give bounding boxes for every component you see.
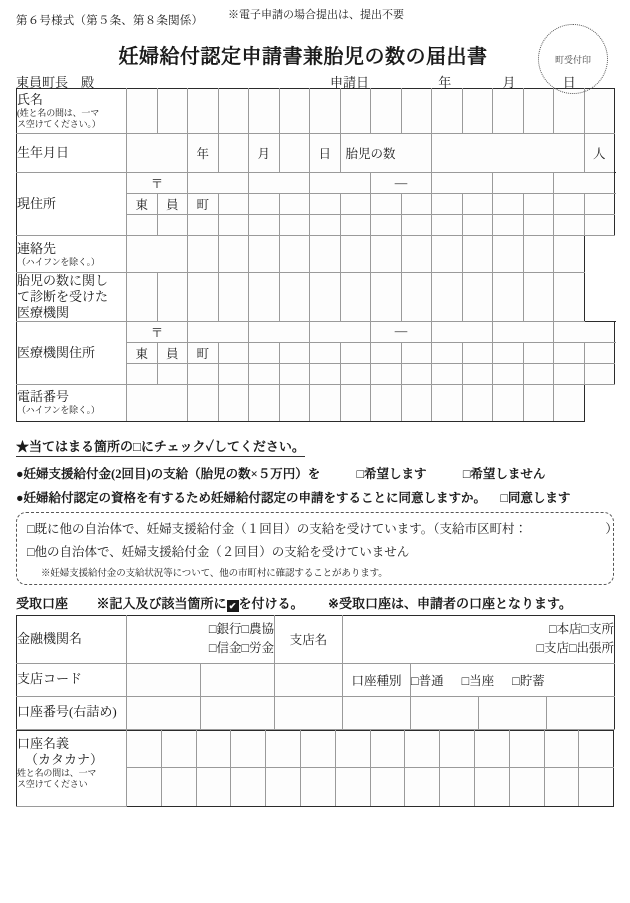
medical-institution-input-cell[interactable] xyxy=(340,273,371,322)
holder-kana-cell[interactable] xyxy=(335,730,370,767)
contact-label-cell xyxy=(17,236,127,273)
address-input-cell[interactable] xyxy=(462,194,493,215)
telephone-input-cell[interactable] xyxy=(127,384,188,421)
name-note-line2: ス空けてください。） xyxy=(17,118,101,129)
already-received-checkbox[interactable]: □既に他の自治体で、妊婦支援給付金（１回目）の支給を受けています。（支給市区町村： xyxy=(27,521,528,536)
table-row-account-number xyxy=(17,696,615,729)
holder-kana-cell[interactable] xyxy=(405,767,440,806)
medical-institution-input-cell[interactable] xyxy=(218,273,249,322)
fetus-count-input[interactable] xyxy=(432,134,585,173)
medical-institution-input-cell[interactable] xyxy=(554,273,585,322)
receipt-stamp-label: 町受付印 xyxy=(554,54,591,65)
postal-input-cell[interactable] xyxy=(554,173,615,194)
account-holder-note-1: 姓と名の間は、一マ xyxy=(17,768,97,779)
contact-input-cell[interactable] xyxy=(249,236,280,273)
table-row-contact xyxy=(17,236,615,273)
bank-section-header xyxy=(16,593,614,612)
account-number-input-cell[interactable] xyxy=(201,696,275,729)
account-type-options[interactable] xyxy=(411,663,615,696)
branch-code-label: 支店コード xyxy=(17,671,83,687)
medical-postal-dash: — xyxy=(371,321,432,342)
postal-input-cell[interactable] xyxy=(310,173,371,194)
holder-kana-cell[interactable] xyxy=(579,767,614,806)
account-number-input-cell[interactable] xyxy=(479,696,547,729)
contact-input-cell[interactable] xyxy=(310,236,341,273)
institution-type-opt-line1[interactable]: □銀行□農協 xyxy=(208,621,275,636)
address-input-cell[interactable] xyxy=(584,194,615,215)
medical-address-input-cell[interactable] xyxy=(340,363,371,384)
account-number-label: 口座番号(右詰め) xyxy=(17,704,117,720)
holder-kana-cell[interactable] xyxy=(231,730,266,767)
medical-town-char-1: 東 xyxy=(127,342,158,363)
postal-input-cell[interactable] xyxy=(188,173,249,194)
birth-day-unit: 日 xyxy=(310,134,341,173)
address-input-cell[interactable] xyxy=(401,194,432,215)
name-input-cell[interactable] xyxy=(188,89,219,134)
medical-institution-input-cell[interactable] xyxy=(249,273,280,322)
table-row-telephone xyxy=(17,384,615,421)
address-input-cell[interactable] xyxy=(218,194,249,215)
table-row-name xyxy=(17,89,615,134)
branch-type-opt-line1[interactable]: □本店□支所 xyxy=(548,621,615,636)
already-received-line xyxy=(27,519,618,537)
table-row-account-holder-1 xyxy=(17,730,614,767)
name-input-cell[interactable] xyxy=(340,89,371,134)
medical-address-input-cell[interactable] xyxy=(310,363,341,384)
birthdate-label-cell xyxy=(17,134,127,173)
medical-address-label-cell xyxy=(17,321,127,384)
not-received-line xyxy=(27,542,603,560)
town-char-1: 東 xyxy=(127,194,158,215)
address-input-cell[interactable] xyxy=(279,215,310,236)
name-input-cell[interactable] xyxy=(127,89,158,134)
branch-type-cell[interactable] xyxy=(343,615,615,663)
address-input-cell[interactable] xyxy=(371,215,402,236)
medical-town-char-2: 員 xyxy=(157,342,188,363)
application-date-line xyxy=(330,72,576,91)
account-number-input-cell[interactable] xyxy=(275,696,343,729)
medical-address-input-cell[interactable] xyxy=(432,363,463,384)
branch-code-input-cell[interactable] xyxy=(275,663,343,696)
account-type-ordinary[interactable]: □普通 xyxy=(411,673,444,688)
postal-input-cell[interactable] xyxy=(432,173,493,194)
medical-institution-input-cell[interactable] xyxy=(157,273,188,322)
address-input-cell[interactable] xyxy=(279,194,310,215)
contact-note: （ハイフンを除く。） xyxy=(17,256,100,267)
contact-input-cell[interactable] xyxy=(432,236,463,273)
medical-address-input-cell[interactable] xyxy=(127,363,158,384)
table-row-medical-institution xyxy=(17,273,615,322)
medical-institution-input-cell[interactable] xyxy=(432,273,463,322)
name-input-cell[interactable] xyxy=(554,89,585,134)
address-input-cell[interactable] xyxy=(218,215,249,236)
medical-address-input-cell[interactable] xyxy=(554,363,585,384)
postal-dash: — xyxy=(371,173,432,194)
already-received-paren-close: ） xyxy=(605,521,618,536)
address-input-cell[interactable] xyxy=(432,215,463,236)
account-type-savings[interactable]: □貯蓄 xyxy=(512,673,545,688)
medical-institution-input-cell[interactable] xyxy=(127,273,158,322)
medical-address-input-cell[interactable] xyxy=(462,363,493,384)
date-day-label: 日 xyxy=(562,75,576,90)
medical-institution-input-cell[interactable] xyxy=(493,273,524,322)
holder-kana-cell[interactable] xyxy=(300,767,335,806)
table-row-birthdate xyxy=(17,134,615,173)
address-label: 現住所 xyxy=(17,196,57,212)
name-input-cell[interactable] xyxy=(584,89,615,134)
telephone-input-cell[interactable] xyxy=(462,384,493,421)
contact-input-cell[interactable] xyxy=(371,236,402,273)
name-note-line1: (姓と名の間は、一マ xyxy=(17,108,99,119)
medical-address-input-cell[interactable] xyxy=(584,342,615,363)
bank-section-title: 受取口座 xyxy=(16,595,69,611)
contact-input-cell[interactable] xyxy=(523,236,554,273)
medical-address-input-cell[interactable] xyxy=(523,342,554,363)
name-input-cell[interactable] xyxy=(310,89,341,134)
address-input-cell[interactable] xyxy=(493,215,524,236)
contact-label: 連絡先 xyxy=(17,240,57,256)
medical-address-input-cell[interactable] xyxy=(340,342,371,363)
branch-code-input-cell[interactable] xyxy=(127,663,201,696)
name-input-cell[interactable] xyxy=(218,89,249,134)
contact-input-cell[interactable] xyxy=(554,236,585,273)
medical-address-input-cell[interactable] xyxy=(493,363,524,384)
account-holder-label: 口座名義 xyxy=(17,735,70,751)
name-input-cell[interactable] xyxy=(493,89,524,134)
holder-kana-cell[interactable] xyxy=(335,767,370,806)
medical-postal-input-cell[interactable] xyxy=(310,321,371,342)
medical-institution-input-cell[interactable] xyxy=(279,273,310,322)
table-row-branch-code xyxy=(17,663,615,696)
holder-kana-cell[interactable] xyxy=(509,730,544,767)
holder-kana-cell[interactable] xyxy=(231,767,266,806)
telephone-label: 電話番号 xyxy=(17,389,70,405)
bank-note-2: ※受取口座は、申請者の口座となります。 xyxy=(328,595,572,611)
address-input-cell[interactable] xyxy=(493,194,524,215)
postal-mark: 〒 xyxy=(127,173,188,194)
applicant-form-table xyxy=(16,88,615,422)
address-input-cell[interactable] xyxy=(188,215,219,236)
branch-code-input-cell[interactable] xyxy=(201,663,275,696)
holder-kana-cell[interactable] xyxy=(370,730,405,767)
medical-address-input-cell[interactable] xyxy=(401,342,432,363)
form-header xyxy=(0,0,630,88)
telephone-input-cell[interactable] xyxy=(188,384,219,421)
holder-kana-cell[interactable] xyxy=(440,730,475,767)
town-char-3: 町 xyxy=(188,194,219,215)
address-input-cell[interactable] xyxy=(432,194,463,215)
medical-institution-label-line3: 医療機関 xyxy=(17,304,70,320)
address-input-cell[interactable] xyxy=(340,215,371,236)
medical-address-input-cell[interactable] xyxy=(554,342,585,363)
birth-month-unit: 月 xyxy=(249,134,280,173)
consent-text: ●妊婦給付認定の資格を有するため妊婦給付認定の申請をすることに同意しますか。 xyxy=(16,490,487,505)
account-number-input-cell[interactable] xyxy=(547,696,615,729)
medical-institution-label-line1: 胎児の数に関し xyxy=(17,273,109,288)
branch-name-label: 支店名 xyxy=(275,615,343,663)
account-holder-label-cell xyxy=(17,730,127,806)
contact-input-cell[interactable] xyxy=(462,236,493,273)
address-input-cell[interactable] xyxy=(310,194,341,215)
benefit-request-line xyxy=(16,464,614,482)
benefit-request-text: ●妊婦支援給付金(2回目)の支給（胎児の数×５万円）を xyxy=(16,466,321,481)
name-input-cell[interactable] xyxy=(523,89,554,134)
medical-address-input-cell[interactable] xyxy=(188,363,219,384)
address-input-cell[interactable] xyxy=(249,194,280,215)
name-input-cell[interactable] xyxy=(157,89,188,134)
medical-institution-input-cell[interactable] xyxy=(401,273,432,322)
contact-input-cell[interactable] xyxy=(340,236,371,273)
institution-type-cell[interactable] xyxy=(127,615,275,663)
application-date-label: 申請日 xyxy=(330,75,370,90)
medical-address-input-cell[interactable] xyxy=(432,342,463,363)
medical-institution-input-cell[interactable] xyxy=(371,273,402,322)
institution-type-opt-line2[interactable]: □信金□労金 xyxy=(208,641,275,656)
address-input-cell[interactable] xyxy=(157,215,188,236)
table-row-institution xyxy=(17,615,615,663)
addressee: 東員町長 殿 xyxy=(16,75,95,90)
telephone-note: （ハイフンを除く。） xyxy=(17,405,100,416)
telephone-input-cell[interactable] xyxy=(310,384,341,421)
medical-postal-input-cell[interactable] xyxy=(249,321,310,342)
telephone-input-cell[interactable] xyxy=(218,384,249,421)
medical-address-input-cell[interactable] xyxy=(462,342,493,363)
holder-kana-cell[interactable] xyxy=(196,730,231,767)
name-input-cell[interactable] xyxy=(432,89,463,134)
medical-address-input-cell[interactable] xyxy=(218,342,249,363)
telephone-input-cell[interactable] xyxy=(401,384,432,421)
medical-institution-label-cell xyxy=(17,273,127,322)
telephone-input-cell[interactable] xyxy=(432,384,463,421)
postal-input-cell[interactable] xyxy=(249,173,310,194)
holder-kana-cell[interactable] xyxy=(509,767,544,806)
contact-input-cell[interactable] xyxy=(279,236,310,273)
medical-address-input-cell[interactable] xyxy=(249,342,280,363)
account-number-label-cell xyxy=(17,696,127,729)
medical-institution-input-cell[interactable] xyxy=(310,273,341,322)
institution-label-cell xyxy=(17,615,127,663)
name-input-cell[interactable] xyxy=(279,89,310,134)
benefit-request-yes-checkbox[interactable]: □希望します xyxy=(356,466,427,481)
telephone-label-cell xyxy=(17,384,127,421)
medical-address-input-cell[interactable] xyxy=(523,363,554,384)
medical-address-input-cell[interactable] xyxy=(279,363,310,384)
contact-input-cell[interactable] xyxy=(188,236,219,273)
institution-label: 金融機関名 xyxy=(17,630,83,646)
birth-year-input[interactable] xyxy=(127,134,188,173)
medical-address-input-cell[interactable] xyxy=(279,342,310,363)
medical-address-input-cell[interactable] xyxy=(310,342,341,363)
medical-postal-input-cell[interactable] xyxy=(432,321,493,342)
address-input-cell[interactable] xyxy=(310,215,341,236)
medical-address-input-cell[interactable] xyxy=(371,342,402,363)
address-input-cell[interactable] xyxy=(462,215,493,236)
medical-postal-input-cell[interactable] xyxy=(493,321,554,342)
address-input-cell[interactable] xyxy=(523,194,554,215)
holder-kana-cell[interactable] xyxy=(127,730,162,767)
check-instruction-heading: ★当てはまる箇所の□にチェック✓してください。 xyxy=(16,436,305,457)
table-row-postal xyxy=(17,173,615,194)
address-input-cell[interactable] xyxy=(249,215,280,236)
medical-institution-input-cell[interactable] xyxy=(523,273,554,322)
consent-line xyxy=(16,488,614,506)
page-title: 妊婦給付認定申請書兼胎児の数の届出書 xyxy=(118,46,488,68)
name-label: 氏名 xyxy=(17,92,44,108)
holder-kana-cell[interactable] xyxy=(544,767,579,806)
name-input-cell[interactable] xyxy=(371,89,402,134)
account-number-input-cell[interactable] xyxy=(343,696,411,729)
holder-kana-cell[interactable] xyxy=(544,730,579,767)
address-input-cell[interactable] xyxy=(371,194,402,215)
date-year-label: 年 xyxy=(438,75,452,90)
telephone-input-cell[interactable] xyxy=(371,384,402,421)
medical-postal-input-cell[interactable] xyxy=(188,321,249,342)
benefit-request-no-checkbox[interactable]: □希望しません xyxy=(462,466,546,481)
name-input-cell[interactable] xyxy=(249,89,280,134)
medical-institution-input-cell[interactable] xyxy=(462,273,493,322)
account-holder-table xyxy=(16,730,614,807)
address-label-cell xyxy=(17,173,127,236)
town-char-2: 員 xyxy=(157,194,188,215)
contact-input-cell[interactable] xyxy=(401,236,432,273)
holder-kana-cell[interactable] xyxy=(405,730,440,767)
birth-month-input[interactable] xyxy=(218,134,249,173)
checkbox-instructions xyxy=(16,436,618,585)
account-number-input-cell[interactable] xyxy=(411,696,479,729)
holder-kana-cell[interactable] xyxy=(266,730,301,767)
birth-day-input[interactable] xyxy=(279,134,310,173)
other-municipality-box xyxy=(16,512,618,585)
branch-code-label-cell xyxy=(17,663,127,696)
postal-input-cell[interactable] xyxy=(493,173,554,194)
e-application-note: ※電子申請の場合提出は、提出不要 xyxy=(228,9,404,21)
address-input-cell[interactable] xyxy=(401,215,432,236)
form-number: 第６号様式（第５条、第８条関係） xyxy=(16,15,204,27)
verification-note: ※妊婦支援給付金の支給状況等について、他の市町村に確認することがあります。 xyxy=(41,568,388,579)
holder-kana-cell[interactable] xyxy=(127,767,162,806)
bank-note-1-prefix: ※記入及び該当箇所に xyxy=(96,595,227,611)
medical-institution-label-line2: て診断を受けた xyxy=(17,288,109,304)
medical-town-char-3: 町 xyxy=(188,342,219,363)
medical-address-label: 医療機関住所 xyxy=(17,344,96,360)
medical-institution-input-cell[interactable] xyxy=(188,273,219,322)
bank-note-1-suffix: を付ける。 xyxy=(238,595,304,611)
holder-kana-cell[interactable] xyxy=(300,730,335,767)
contact-input-cell[interactable] xyxy=(218,236,249,273)
birth-year-unit: 年 xyxy=(188,134,219,173)
holder-kana-cell[interactable] xyxy=(474,730,509,767)
holder-kana-cell[interactable] xyxy=(161,730,196,767)
account-holder-kana-label: （カタカナ） xyxy=(25,751,104,767)
account-type-label: 口座種別 xyxy=(343,663,411,696)
medical-address-input-cell[interactable] xyxy=(584,363,615,384)
address-input-cell[interactable] xyxy=(523,215,554,236)
holder-kana-cell[interactable] xyxy=(440,767,475,806)
telephone-input-cell[interactable] xyxy=(493,384,524,421)
telephone-input-cell[interactable] xyxy=(523,384,554,421)
not-received-checkbox[interactable]: □他の自治体で、妊婦支援給付金（２回目）の支給を受けていません xyxy=(27,544,410,559)
address-input-cell[interactable] xyxy=(584,215,615,236)
holder-kana-cell[interactable] xyxy=(474,767,509,806)
telephone-input-cell[interactable] xyxy=(249,384,280,421)
telephone-input-cell[interactable] xyxy=(279,384,310,421)
account-number-input-cell[interactable] xyxy=(127,696,201,729)
telephone-input-cell[interactable] xyxy=(554,384,585,421)
medical-postal-mark: 〒 xyxy=(127,321,188,342)
branch-type-opt-line2[interactable]: □支店□出張所 xyxy=(536,641,615,656)
account-holder-note-2: ス空けてください xyxy=(17,778,88,789)
address-input-cell[interactable] xyxy=(554,215,585,236)
name-input-cell[interactable] xyxy=(401,89,432,134)
holder-kana-cell[interactable] xyxy=(266,767,301,806)
medical-address-input-cell[interactable] xyxy=(249,363,280,384)
medical-postal-input-cell[interactable] xyxy=(554,321,615,342)
contact-input-cell[interactable] xyxy=(493,236,524,273)
date-month-label: 月 xyxy=(502,75,516,90)
table-row-medical-postal xyxy=(17,321,615,342)
holder-kana-cell[interactable] xyxy=(579,730,614,767)
address-input-cell[interactable] xyxy=(127,215,158,236)
birthdate-label: 生年月日 xyxy=(17,145,70,161)
holder-kana-cell[interactable] xyxy=(370,767,405,806)
bank-account-table xyxy=(16,615,615,730)
fetus-count-label: 胎児の数 xyxy=(340,134,432,173)
name-input-cell[interactable] xyxy=(462,89,493,134)
holder-kana-cell[interactable] xyxy=(161,767,196,806)
account-type-current[interactable]: □当座 xyxy=(461,673,495,688)
address-input-cell[interactable] xyxy=(340,194,371,215)
contact-input-cell[interactable] xyxy=(127,236,188,273)
checkmark-icon: ✔ xyxy=(227,600,239,612)
name-label-cell xyxy=(17,89,127,134)
telephone-input-cell[interactable] xyxy=(340,384,371,421)
medical-address-input-cell[interactable] xyxy=(218,363,249,384)
address-input-cell[interactable] xyxy=(554,194,585,215)
medical-address-input-cell[interactable] xyxy=(493,342,524,363)
medical-address-input-cell[interactable] xyxy=(157,363,188,384)
holder-kana-cell[interactable] xyxy=(196,767,231,806)
fetus-count-unit: 人 xyxy=(584,134,615,173)
consent-checkbox[interactable]: □同意します xyxy=(500,490,571,505)
medical-address-input-cell[interactable] xyxy=(401,363,432,384)
medical-address-input-cell[interactable] xyxy=(371,363,402,384)
